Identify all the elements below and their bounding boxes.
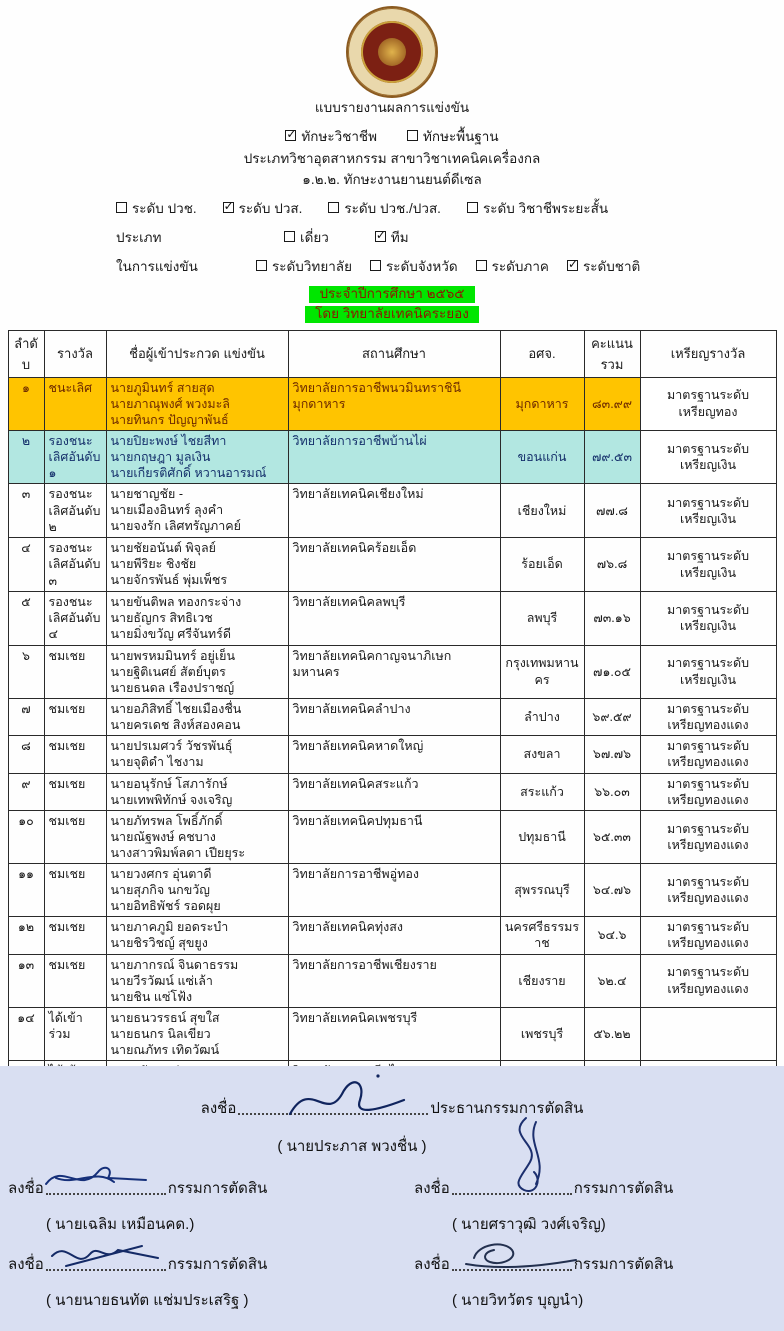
member-role-label: กรรมการตัดสิน: [573, 1180, 674, 1197]
chair-role-label: ประธานกรรมการตัดสิน: [430, 1100, 584, 1117]
checkbox-icon: [116, 202, 127, 213]
sign-label: ลงชื่อ: [200, 1100, 237, 1117]
checkbox-label: ระดับ วิชาชีพระยะสั้น: [482, 200, 609, 216]
medal-type-line: เหรียญเงิน: [679, 565, 737, 580]
rank-cell: ๖: [8, 645, 44, 698]
checkbox-icon: [407, 130, 418, 141]
signature-dotted-line: [46, 1259, 166, 1271]
province-cell: ขอนแก่น: [500, 430, 584, 484]
rank-cell: ๘: [8, 736, 44, 774]
checkbox-icon: [375, 228, 386, 243]
checkbox-option: [375, 226, 409, 248]
table-row: [8, 430, 776, 484]
contestant-name: นายครเดช สิงห์สองคอน: [110, 717, 241, 732]
medal-standard-line: มาตรฐานระดับ: [666, 821, 750, 836]
table-row: [8, 811, 776, 864]
award-cell: รองชนะเลิศอันดับ ๓: [44, 538, 106, 592]
member-signature-block: [392, 1252, 784, 1314]
medal-cell: [640, 430, 776, 484]
score-cell: ๖๗.๗๖: [584, 736, 640, 774]
rank-cell: ๒: [8, 430, 44, 484]
rank-cell: ๑๒: [8, 917, 44, 955]
contestant-name: นายธนวรรธน์ สุขใส: [110, 1010, 220, 1025]
contestant-name: นายภูมินทร์ สายสุด: [110, 380, 215, 395]
contestant-name: นายทินกร ปัญญาพันธ์: [110, 412, 229, 427]
medal-standard-line: มาตรฐานระดับ: [666, 656, 750, 671]
table-row: [8, 538, 776, 592]
school-cell: วิทยาลัยเทคนิคลำปาง: [288, 698, 500, 736]
medal-type-line: เหรียญทองแดง: [667, 891, 749, 906]
medal-type-line: เหรียญทองแดง: [667, 838, 749, 853]
contestant-name: นายมิ่งขวัญ ศรีจันทร์ดี: [110, 626, 232, 641]
medal-type-line: เหรียญทองแดง: [667, 717, 749, 732]
contestant-name: นายชิรวิชญ์ สุขยูง: [110, 936, 208, 951]
col-score: คะแนนรวม: [584, 330, 640, 377]
school-cell: วิทยาลัยเทคนิคปทุมธานี: [288, 811, 500, 864]
sign-label: ลงชื่อ: [414, 1180, 450, 1197]
checkbox-label: ระดับวิทยาลัย: [272, 258, 352, 274]
rank-cell: ๑: [8, 377, 44, 430]
table-row: [8, 484, 776, 538]
score-cell: ๕๖.๒๒: [584, 1007, 640, 1060]
province-cell: กรุงเทพมหานคร: [500, 645, 584, 698]
ministry-seal-logo: [348, 8, 436, 96]
medal-type-line: เหรียญเงิน: [679, 458, 737, 473]
table-row: [8, 377, 776, 430]
member-signature-block: [0, 1252, 392, 1314]
checkbox-option: [476, 255, 549, 277]
province-cell: เชียงใหม่: [500, 484, 584, 538]
school-cell: วิทยาลัยเทคนิคสระแก้ว: [288, 773, 500, 811]
medal-cell: [640, 538, 776, 592]
award-cell: ชนะเลิศ: [44, 377, 106, 430]
col-rank: ลำดับ: [8, 330, 44, 377]
medal-standard-line: มาตรฐานระดับ: [666, 603, 750, 618]
contestant-name: นายอิทธิพัชร์ รอดผุย: [110, 899, 221, 914]
table-row: [8, 864, 776, 917]
province-cell: เชียงราย: [500, 954, 584, 1007]
checkbox-option: [223, 197, 303, 219]
member-name: ( นายนายธนทัต แช่มประเสริฐ ): [46, 1292, 249, 1309]
score-cell: ๗๙.๕๓: [584, 430, 640, 484]
round-checkbox-row: [0, 255, 784, 277]
medal-standard-line: มาตรฐานระดับ: [666, 388, 750, 403]
score-cell: ๖๙.๕๙: [584, 698, 640, 736]
medal-standard-line: มาตรฐานระดับ: [666, 739, 750, 754]
chair-signature-row: [0, 1096, 784, 1120]
report-title: แบบรายงานผลการแข่งขัน: [314, 100, 470, 115]
signature-section: [0, 1066, 784, 1331]
contestant-name: นายอภิสิทธิ์ ไชยเมืองชื่น: [110, 701, 242, 716]
contestant-name: นายเทพพิทักษ์ จงเจริญ: [110, 792, 233, 807]
type-checkbox-row: [0, 226, 784, 248]
skill-checkbox-row: [0, 125, 784, 147]
score-cell: ๘๓.๙๙: [584, 377, 640, 430]
contestant-name: นายเกียรติศักดิ์ หวานอารมณ์: [110, 465, 267, 480]
award-cell: ได้เข้าร่วม: [44, 1007, 106, 1060]
member-name: ( นายเฉลิม เหมือนคด.): [46, 1216, 195, 1233]
score-cell: ๗๓.๑๖: [584, 591, 640, 645]
member-sign-line: [414, 1176, 784, 1200]
category-subtitle: ประเภทวิชาอุตสาหกรรม สาขาวิชาเทคนิคเครื่องกล: [243, 150, 541, 166]
medal-type-line: เหรียญทองแดง: [667, 936, 749, 951]
award-cell: ชมเชย: [44, 736, 106, 774]
award-cell: ชมเชย: [44, 864, 106, 917]
checkbox-label: ระดับภาค: [491, 258, 549, 274]
medal-type-line: เหรียญเงิน: [679, 672, 737, 687]
medal-cell: [640, 484, 776, 538]
score-cell: ๗๑.๐๕: [584, 645, 640, 698]
contestant-name: นายชาญชัย -: [110, 487, 183, 502]
checkbox-option: [285, 125, 377, 147]
member-name: ( นายศราวุฒิ วงศ์เจริญ): [452, 1216, 606, 1233]
contestant-name: นายธนกร นิลเขียว: [110, 1026, 211, 1041]
score-cell: ๗๗.๘: [584, 484, 640, 538]
rank-cell: ๑๔: [8, 1007, 44, 1060]
member-signature-block: [392, 1176, 784, 1238]
rank-cell: ๑๓: [8, 954, 44, 1007]
contestant-name: นายจงรัก เลิศทรัญภาคย์: [110, 519, 241, 534]
table-header-row: [8, 330, 776, 377]
medal-type-line: เหรียญทอง: [678, 404, 738, 419]
checkbox-label: ระดับจังหวัด: [386, 258, 458, 274]
signature-dotted-line: [46, 1183, 166, 1195]
medal-cell: [640, 591, 776, 645]
contestants-cell: [106, 864, 288, 917]
contestants-cell: [106, 954, 288, 1007]
medal-type-line: เหรียญทองแดง: [667, 981, 749, 996]
medal-standard-line: มาตรฐานระดับ: [666, 920, 750, 935]
checkbox-icon: [256, 260, 267, 271]
score-cell: ๖๔.๗๖: [584, 864, 640, 917]
academic-year-line: ประจำปีการศึกษา ๒๕๖๕: [309, 286, 474, 303]
contestant-name: นายณัฐพงษ์ คชบาง: [110, 830, 216, 845]
level-checkbox-row: [0, 197, 784, 219]
score-cell: ๗๖.๘: [584, 538, 640, 592]
col-award: รางวัล: [44, 330, 106, 377]
checkbox-icon: [567, 257, 579, 272]
member-name: ( นายวิทวัตร บุญนำ): [452, 1292, 584, 1309]
table-row: [8, 773, 776, 811]
contestant-name: นายธัญกร สิทธิเวช: [110, 610, 213, 625]
province-cell: สุพรรณบุรี: [500, 864, 584, 917]
type-label: ประเภท: [116, 229, 162, 245]
contestant-name: นายเมืองอินทร์ ลุงคำ: [110, 503, 224, 518]
award-cell: รองชนะเลิศอันดับ ๔: [44, 591, 106, 645]
checkmark-icon: ✓: [375, 228, 386, 243]
contestant-name: นายฐิติเนศย์ สัตย์บุตร: [110, 664, 226, 679]
medal-cell: [640, 1007, 776, 1060]
award-cell: ชมเชย: [44, 645, 106, 698]
medal-cell: [640, 645, 776, 698]
school-cell: วิทยาลัยเทคนิคหาดใหญ่: [288, 736, 500, 774]
round-label: ในการแข่งขัน: [116, 258, 198, 274]
medal-standard-line: มาตรฐานระดับ: [666, 874, 750, 889]
contestant-name: นายภาณุพงศ์ พวงมะลิ: [110, 396, 230, 411]
sign-label: ลงชื่อ: [8, 1180, 44, 1197]
checkbox-label: ระดับชาติ: [582, 258, 641, 274]
contestant-name: นายชัยอนันต์ พิจุลย์: [110, 541, 216, 556]
checkbox-option: [370, 255, 458, 277]
signature-dotted-line: [452, 1183, 572, 1195]
contestants-cell: [106, 917, 288, 955]
school-cell: วิทยาลัยการอาชีพเชียงราย: [288, 954, 500, 1007]
province-cell: ร้อยเอ็ด: [500, 538, 584, 592]
col-medal: เหรียญรางวัล: [640, 330, 776, 377]
school-cell: วิทยาลัยเทคนิคเชียงใหม่: [288, 484, 500, 538]
medal-standard-line: มาตรฐานระดับ: [666, 441, 750, 456]
table-row: [8, 736, 776, 774]
member-sign-line: [8, 1252, 392, 1276]
col-school: สถานศึกษา: [288, 330, 500, 377]
province-cell: นครศรีธรรมราช: [500, 917, 584, 955]
contestants-cell: [106, 773, 288, 811]
member-role-label: กรรมการตัดสิน: [167, 1256, 268, 1273]
medal-cell: [640, 811, 776, 864]
contestants-cell: [106, 430, 288, 484]
province-cell: มุกดาหาร: [500, 377, 584, 430]
medal-cell: [640, 377, 776, 430]
checkbox-option: [467, 197, 608, 219]
checkbox-label: ทีม: [390, 229, 409, 245]
member-sign-line: [414, 1252, 784, 1276]
contestant-name: นางสาวพิมพ์ลดา เปียยุระ: [110, 846, 246, 861]
school-cell: วิทยาลัยเทคนิคทุ่งสง: [288, 917, 500, 955]
medal-cell: [640, 864, 776, 917]
contestants-cell: [106, 538, 288, 592]
highlighted-lines: [0, 284, 784, 324]
checkbox-option: [328, 197, 441, 219]
table-row: [8, 698, 776, 736]
checkmark-icon: ✓: [286, 127, 297, 142]
rank-cell: ๑๑: [8, 864, 44, 917]
contestants-cell: [106, 1007, 288, 1060]
province-cell: ลำปาง: [500, 698, 584, 736]
checkbox-label: เดี่ยว: [300, 229, 329, 245]
award-cell: ชมเชย: [44, 773, 106, 811]
contestant-name: นายจุติดำ ไชงาม: [110, 755, 204, 770]
checkmark-icon: ✓: [223, 199, 234, 214]
school-cell: วิทยาลัยเทคนิคร้อยเอ็ด: [288, 538, 500, 592]
medal-standard-line: มาตรฐานระดับ: [666, 701, 750, 716]
rank-cell: ๙: [8, 773, 44, 811]
contestant-name: นายขันติพล ทองกระจ่าง: [110, 594, 242, 609]
province-cell: เพชรบุรี: [500, 1007, 584, 1060]
contestant-name: นายพรหมมินทร์ อยู่เย็น: [110, 648, 236, 663]
school-cell: วิทยาลัยเทคนิคกาญจนาภิเษก มหานคร: [288, 645, 500, 698]
school-cell: วิทยาลัยเทคนิคลพบุรี: [288, 591, 500, 645]
contestant-name: นายภัทรพล โพธิ์ภักดิ์: [110, 814, 223, 829]
medal-type-line: เหรียญทองแดง: [667, 755, 749, 770]
school-cell: วิทยาลัยการอาชีพบ้านไผ่: [288, 430, 500, 484]
chair-name: ( นายประภาส พวงชื่น ): [277, 1138, 427, 1155]
score-cell: ๖๔.๖: [584, 917, 640, 955]
contestants-cell: [106, 645, 288, 698]
rank-cell: ๓: [8, 484, 44, 538]
checkbox-label: ทักษะวิชาชีพ: [301, 128, 377, 144]
award-cell: ชมเชย: [44, 698, 106, 736]
score-cell: ๖๖.๐๓: [584, 773, 640, 811]
skill-subtitle: ๑.๒.๒. ทักษะงานยานยนต์ดีเซล: [302, 172, 482, 188]
contestant-name: นายพีริยะ ชิงชัย: [110, 557, 197, 572]
member-sign-line: [8, 1176, 392, 1200]
checkbox-icon: [284, 231, 295, 242]
rank-cell: ๕: [8, 591, 44, 645]
checkbox-icon: [328, 202, 339, 213]
checkbox-icon: [476, 260, 487, 271]
checkmark-icon: ✓: [567, 257, 579, 272]
award-cell: ชมเชย: [44, 917, 106, 955]
checkbox-label: ระดับ ปวส.: [238, 200, 303, 216]
checkbox-icon: [223, 199, 234, 214]
medal-standard-line: มาตรฐานระดับ: [666, 776, 750, 791]
school-cell: วิทยาลัยเทคนิคเพชรบุรี: [288, 1007, 500, 1060]
checkbox-option: [284, 226, 329, 248]
score-cell: ๖๕.๓๓: [584, 811, 640, 864]
signature-dotted-line: [238, 1103, 428, 1115]
chair-signature: [282, 1068, 412, 1126]
table-row: [8, 1007, 776, 1060]
checkbox-label: ทักษะพื้นฐาน: [423, 128, 499, 144]
col-province: อศจ.: [500, 330, 584, 377]
contestant-name: นายชิน แซ่โฟ้ง: [110, 989, 193, 1004]
checkbox-option: [567, 255, 640, 277]
contestant-name: นายกฤษฎา มูลเงิน: [110, 449, 211, 464]
award-cell: ชมเชย: [44, 811, 106, 864]
province-cell: สระแก้ว: [500, 773, 584, 811]
results-table: [8, 330, 777, 1114]
contestants-cell: [106, 377, 288, 430]
medal-type-line: เหรียญทองแดง: [667, 792, 749, 807]
contestants-cell: [106, 698, 288, 736]
contestant-name: นายปิยะพงษ์ ไชยสีทา: [110, 433, 227, 448]
table-row: [8, 645, 776, 698]
medal-cell: [640, 736, 776, 774]
checkbox-icon: [285, 127, 297, 142]
medal-standard-line: มาตรฐานระดับ: [666, 549, 750, 564]
contestant-name: นายวีรวัฒน์ แซ่เล้า: [110, 973, 213, 988]
sign-label: ลงชื่อ: [414, 1256, 450, 1273]
rank-cell: ๗: [8, 698, 44, 736]
seal-center-emblem: [378, 38, 406, 66]
medal-cell: [640, 698, 776, 736]
contestant-name: นายวงศกร อุ่นตาดี: [110, 867, 212, 882]
contestant-name: นายจักรพันธ์ พุ่มเพ็ชร: [110, 573, 228, 588]
medal-cell: [640, 917, 776, 955]
checkbox-option: [256, 255, 352, 277]
contestant-name: นายธนดล เรืองปราชญ์: [110, 680, 235, 695]
award-cell: รองชนะเลิศอันดับ ๑: [44, 430, 106, 484]
province-cell: สงขลา: [500, 736, 584, 774]
contestant-name: นายภาคภูมิ ยอดระบำ: [110, 920, 229, 935]
rank-cell: ๔: [8, 538, 44, 592]
checkbox-label: ระดับ ปวช./ปวส.: [344, 200, 441, 216]
province-cell: ปทุมธานี: [500, 811, 584, 864]
contestant-name: นายอนุรักษ์ โสภารักษ์: [110, 776, 228, 791]
checkbox-icon: [467, 202, 478, 213]
contestant-name: นายสุภกิจ นกขวัญ: [110, 883, 210, 898]
col-contestants: ชื่อผู้เข้าประกวด แข่งขัน: [106, 330, 288, 377]
table-row: [8, 917, 776, 955]
checkbox-option: [407, 125, 499, 147]
host-college-line: โดย วิทยาลัยเทคนิคระยอง: [305, 306, 479, 323]
province-cell: ลพบุรี: [500, 591, 584, 645]
school-cell: วิทยาลัยการอาชีพนวมินทราชินีมุกดาหาร: [288, 377, 500, 430]
member-signature-grid: [0, 1176, 784, 1314]
medal-standard-line: มาตรฐานระดับ: [666, 495, 750, 510]
checkbox-icon: [370, 260, 381, 271]
contestant-name: นายณภัทร เทิดวัฒน์: [110, 1042, 220, 1057]
medal-type-line: เหรียญเงิน: [679, 511, 737, 526]
table-row: [8, 591, 776, 645]
medal-standard-line: มาตรฐานระดับ: [666, 965, 750, 980]
medal-type-line: เหรียญเงิน: [679, 619, 737, 634]
medal-cell: [640, 773, 776, 811]
contestants-cell: [106, 484, 288, 538]
checkbox-label: ระดับ ปวช.: [132, 200, 197, 216]
contestant-name: นายปรเมศวร์ วัชรพันธุ์: [110, 739, 233, 754]
contestants-cell: [106, 591, 288, 645]
rank-cell: ๑๐: [8, 811, 44, 864]
award-cell: รองชนะเลิศอันดับ ๒: [44, 484, 106, 538]
contestants-cell: [106, 811, 288, 864]
medal-cell: [640, 954, 776, 1007]
award-cell: ชมเชย: [44, 954, 106, 1007]
school-cell: วิทยาลัยการอาชีพอู่ทอง: [288, 864, 500, 917]
member-role-label: กรรมการตัดสิน: [573, 1256, 674, 1273]
contestants-cell: [106, 736, 288, 774]
signature-dotted-line: [452, 1259, 572, 1271]
score-cell: ๖๒.๔: [584, 954, 640, 1007]
sign-label: ลงชื่อ: [8, 1256, 44, 1273]
contestant-name: นายภากรณ์ จินดาธรรม: [110, 957, 239, 972]
member-signature-block: [0, 1176, 392, 1238]
member-role-label: กรรมการตัดสิน: [167, 1180, 268, 1197]
table-row: [8, 954, 776, 1007]
checkbox-option: [116, 197, 197, 219]
